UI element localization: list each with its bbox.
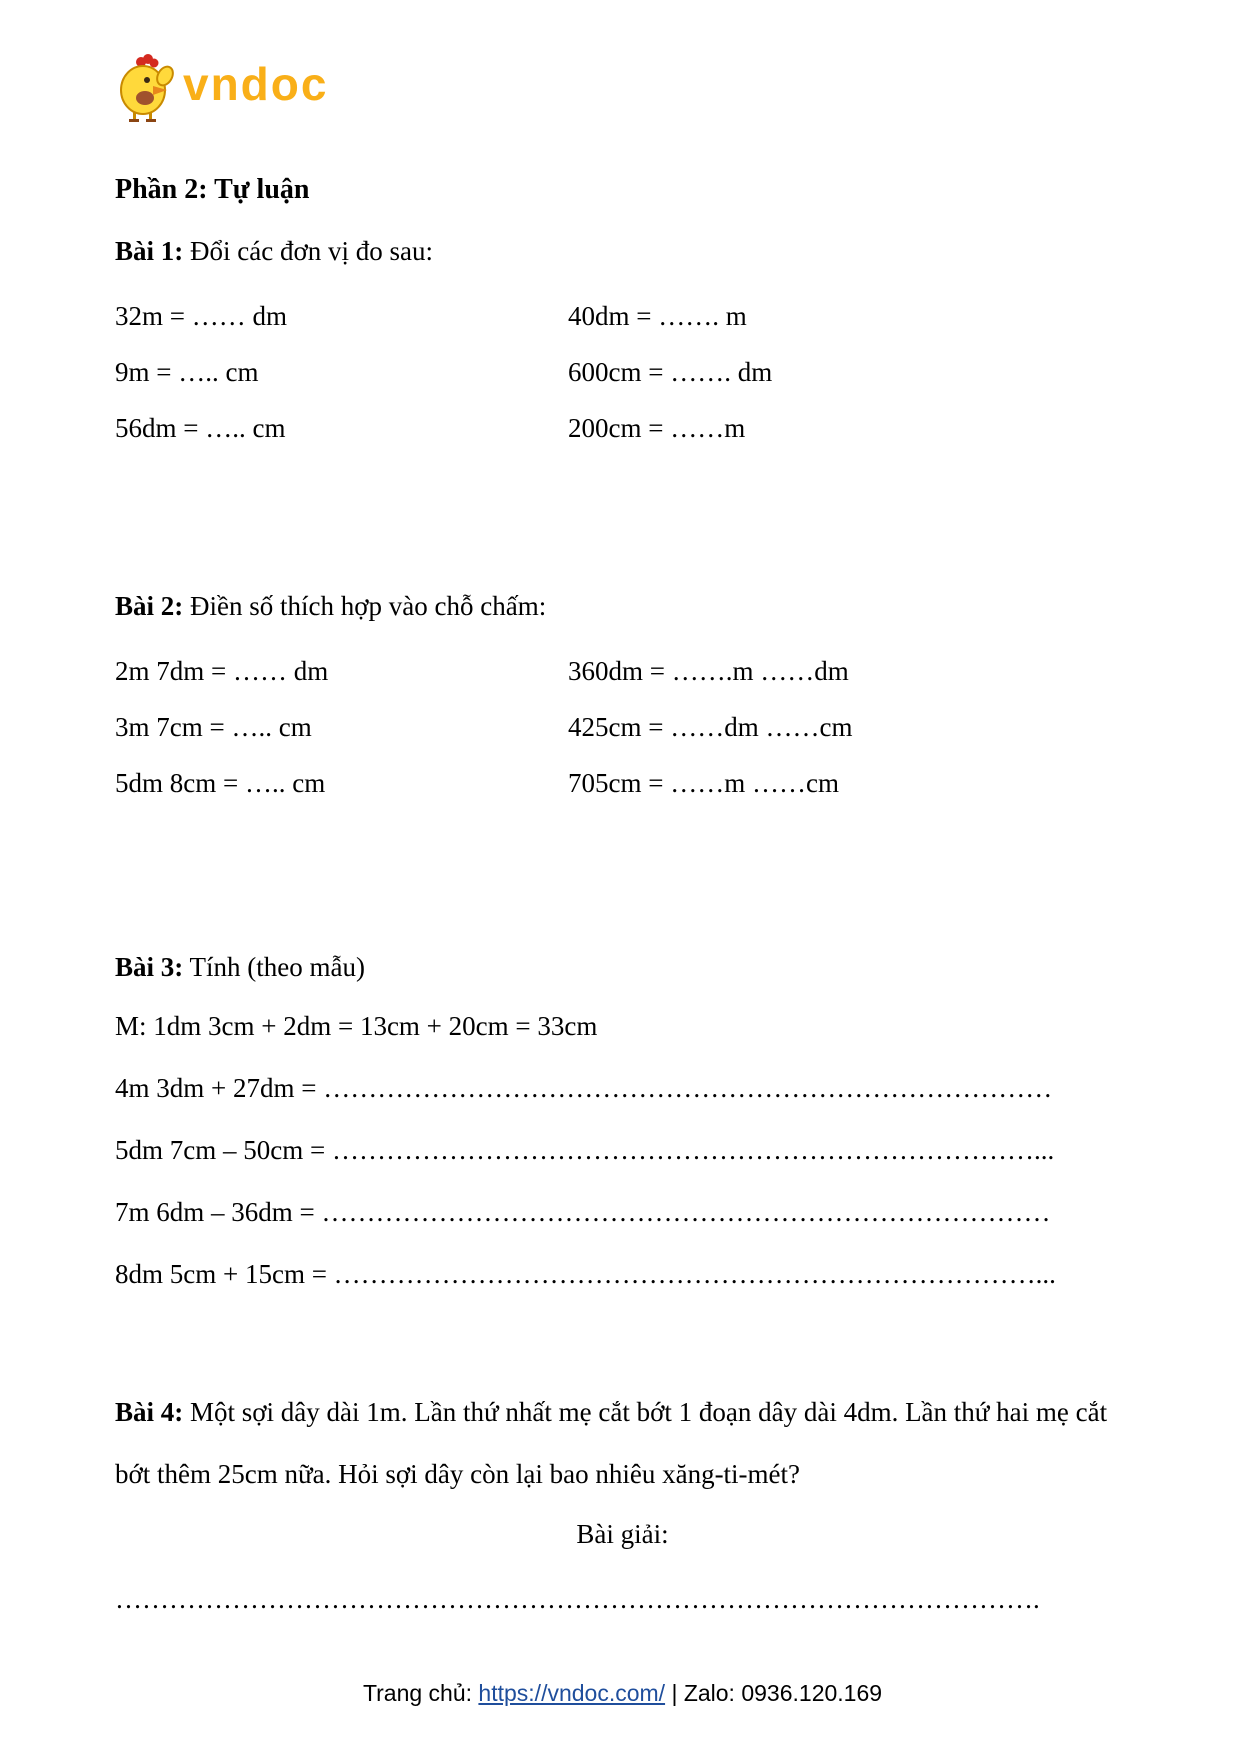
bai2-item: 3m 7cm = ….. cm xyxy=(115,712,312,742)
bai2-title xyxy=(115,591,1130,622)
bai1-title xyxy=(115,236,1130,267)
homepage-link[interactable]: https://vndoc.com/ xyxy=(478,1680,666,1706)
bai3-line: 7m 6dm – 36dm = ……………………………………………………………………… xyxy=(115,1197,1051,1227)
footer-suffix: | Zalo: 0936.120.169 xyxy=(665,1680,883,1706)
bai2-item: 2m 7dm = …… dm xyxy=(115,656,329,686)
bai1-title-text: Đổi các đơn vị đo sau: xyxy=(183,236,433,266)
bai2-item: 5dm 8cm = ….. cm xyxy=(115,768,326,798)
bai1-rows xyxy=(115,301,1130,469)
bai4-text: Một sợi dây dài 1m. Lần thứ nhất mẹ cắt bớt 1 đoạn dây dài 4dm. Lần thứ hai mẹ cắt bớt thêm 25cm nữa. Hỏi sợi dây còn lại bao nhiêu xăng-ti-mét? xyxy=(115,1397,1108,1489)
bai2-row xyxy=(115,712,1130,768)
vndoc-wordmark: vndoc xyxy=(183,58,329,110)
page-footer xyxy=(115,1680,1130,1707)
bai1-item: 32m = …… dm xyxy=(115,301,287,331)
bai3-line: 4m 3dm + 27dm = ……………………………………………………………………… xyxy=(115,1073,1053,1103)
vndoc-logo xyxy=(115,52,1130,124)
bai1-item: 56dm = ….. cm xyxy=(115,413,286,443)
bai2-item: 705cm = ……m ……cm xyxy=(568,768,839,798)
bai4-answer-line: …………………………………………………………………………………………. xyxy=(115,1584,1040,1614)
footer-prefix: Trang chủ: xyxy=(362,1680,479,1706)
bai2-title-text: Điền số thích hợp vào chỗ chấm: xyxy=(183,591,547,621)
bai1-item: 40dm = ……. m xyxy=(568,301,747,331)
bai4-problem xyxy=(115,1381,1130,1505)
part-heading: Phần 2: Tự luận xyxy=(115,174,310,205)
bai2-row xyxy=(115,768,1130,824)
bai1-item: 600cm = ……. dm xyxy=(568,357,773,387)
bai1-row xyxy=(115,413,1130,469)
bai1-row xyxy=(115,357,1130,413)
bai2-item: 425cm = ……dm ……cm xyxy=(568,712,853,742)
bai3-line: 5dm 7cm – 50cm = ……………………………………………………………………... xyxy=(115,1135,1055,1165)
bai1-item: 200cm = ……m xyxy=(568,413,746,443)
bai2-item: 360dm = …….m ……dm xyxy=(568,656,849,686)
bai1-item: 9m = ….. cm xyxy=(115,357,259,387)
chicken-mascot-icon xyxy=(115,54,177,122)
bai3-title xyxy=(115,952,1130,983)
bai3-label: Bài 3: xyxy=(115,952,184,982)
bai3-title-text: Tính (theo mẫu) xyxy=(183,952,365,982)
bai3-line: 8dm 5cm + 15cm = ……………………………………………………………………... xyxy=(115,1259,1056,1289)
bai4-label: Bài 4: xyxy=(115,1397,184,1427)
bai2-row xyxy=(115,656,1130,712)
bai2-rows xyxy=(115,656,1130,824)
bai2-label: Bài 2: xyxy=(115,591,184,621)
bai4-solution-heading: Bài giải: xyxy=(576,1519,669,1549)
bai1-label: Bài 1: xyxy=(115,236,184,266)
bai1-row xyxy=(115,301,1130,357)
bai3-example: M: 1dm 3cm + 2dm = 13cm + 20cm = 33cm xyxy=(115,1011,598,1041)
